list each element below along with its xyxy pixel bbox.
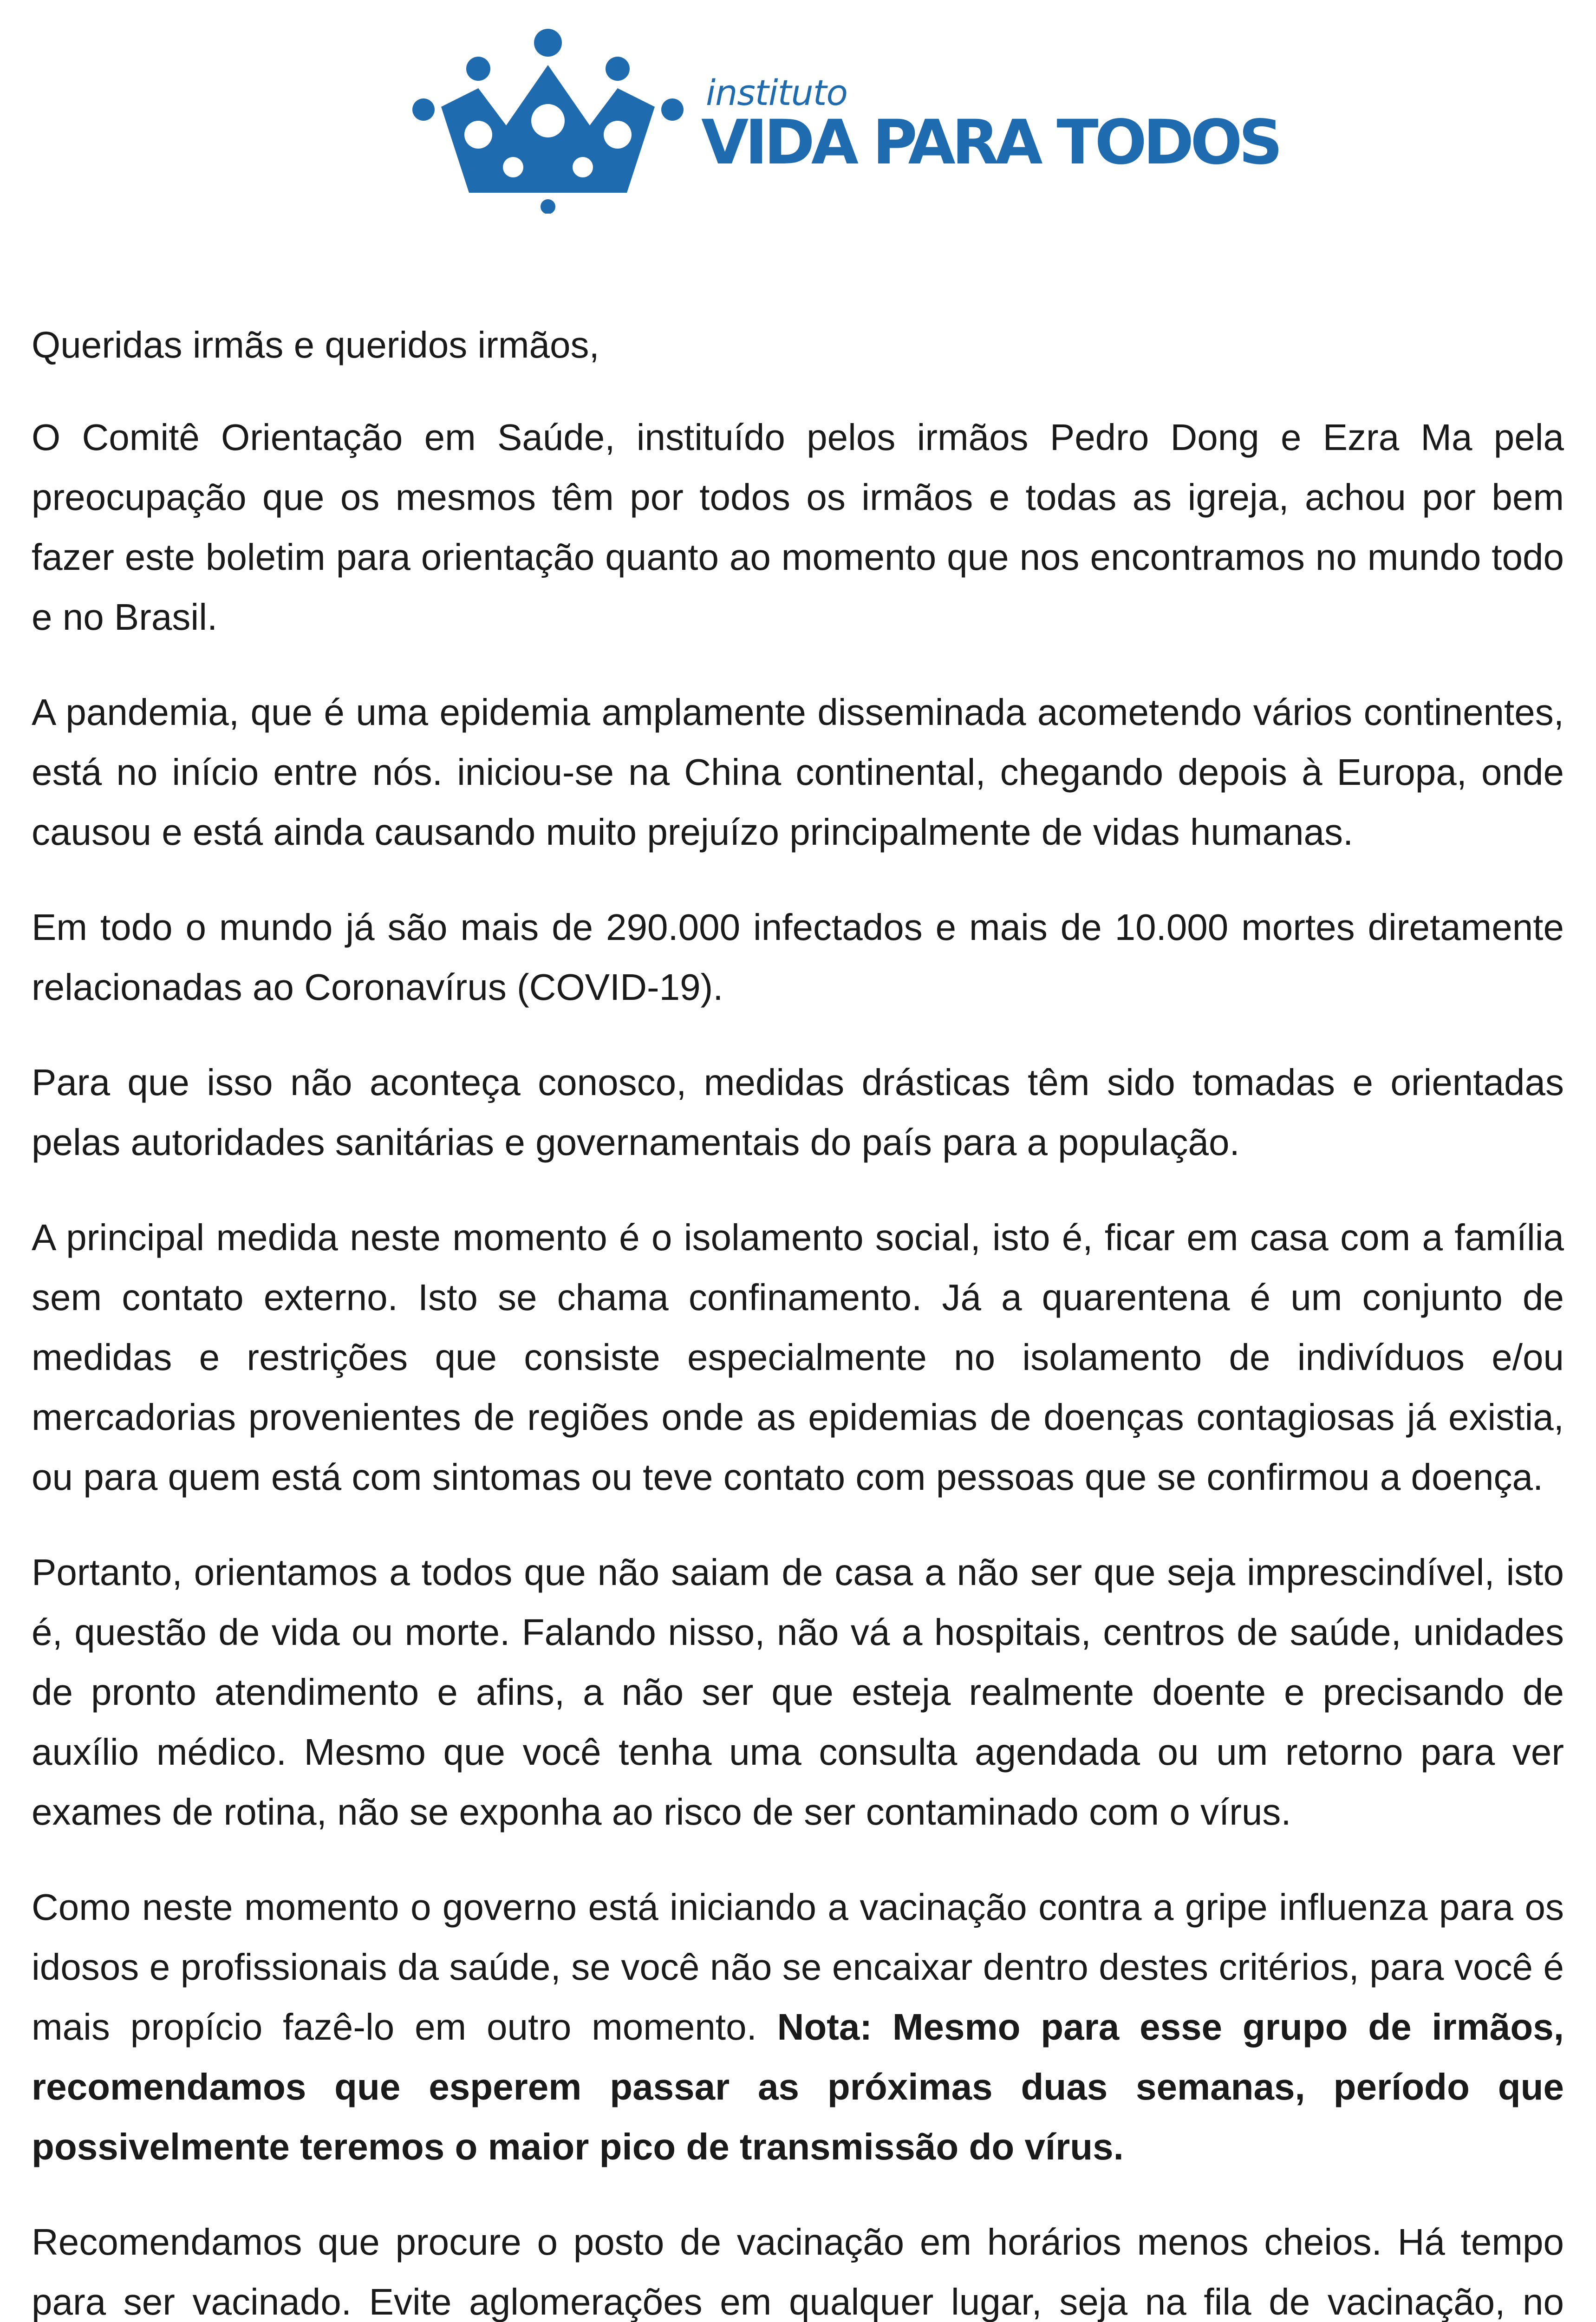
logo bbox=[409, 28, 1279, 214]
paragraph-4: Para que isso não aconteça conosco, medidas drásticas têm sido tomadas e orientadas pelas autoridades sanitárias e governamentais do país para a população. bbox=[32, 1062, 1564, 1163]
paragraph-5: A principal medida neste momento é o isolamento social, isto é, ficar em casa com a família sem contato externo. Isto se chama confinamento. Já a quarentena é um conjunto de medidas e restrições que consiste especialmente no isolamento de indivíduos e/ou mercadorias provenientes de regiões onde as epidemias de doenças contagiosas já existia, ou para quem está com sintomas ou teve contato com pessoas que se confirmou a doença. bbox=[32, 1217, 1564, 1498]
crown-icon bbox=[409, 28, 697, 214]
paragraph-7-note: Nota: Mesmo para esse grupo de irmãos, recomendamos que esperem passar as próximas duas semanas, período que possivelmente teremos o maior pico de transmissão do vírus. bbox=[32, 2006, 1564, 2167]
logo-title: VIDA PARA TODOS bbox=[701, 107, 1279, 178]
paragraph-1: O Comitê Orientação em Saúde, instituído pelos irmãos Pedro Dong e Ezra Ma pela preocupação que os mesmos têm por todos os irmãos e todas as igreja, achou por bem fazer este boletim para orientação quanto ao momento que nos encontramos no mundo todo e no Brasil. bbox=[32, 417, 1564, 638]
letter-body bbox=[32, 315, 1564, 2322]
logo-subtitle: instituto bbox=[706, 72, 848, 113]
paragraph-3: Em todo o mundo já são mais de 290.000 infectados e mais de 10.000 mortes diretamente relacionadas ao Coronavírus (COVID-19). bbox=[32, 907, 1564, 1008]
paragraph-8: Recomendamos que procure o posto de vacinação em horários menos cheios. Há tempo para ser vacinado. Evite aglomerações em qualquer lugar, seja na fila de vacinação, no bbox=[32, 2221, 1564, 2322]
paragraph-6: Portanto, orientamos a todos que não saiam de casa a não ser que seja imprescindível, isto é, questão de vida ou morte. Falando nisso, não vá a hospitais, centros de saúde, unidades de pronto atendimento e afins, a não ser que esteja realmente doente e precisando de auxílio médico. Mesmo que você tenha uma consulta agendada ou um retorno para ver exames de rotina, não se exponha ao risco de ser contaminado com o vírus. bbox=[32, 1552, 1564, 1833]
paragraph-7-text: Como neste momento o governo está iniciando a vacinação contra a gripe influenza para os idosos e profissionais da saúde, se você não se encaixar dentro destes critérios, para você é mais propício fazê-lo em outro momento. bbox=[32, 1886, 1564, 2048]
greeting: Queridas irmãs e queridos irmãos, bbox=[32, 324, 599, 365]
paragraph-2: A pandemia, que é uma epidemia amplamente disseminada acometendo vários continentes, está no início entre nós. iniciou-se na China continental, chegando depois à Europa, onde causou e está ainda causando muito prejuízo principalmente de vidas humanas. bbox=[32, 691, 1564, 853]
paragraph-7 bbox=[32, 1877, 1564, 2177]
